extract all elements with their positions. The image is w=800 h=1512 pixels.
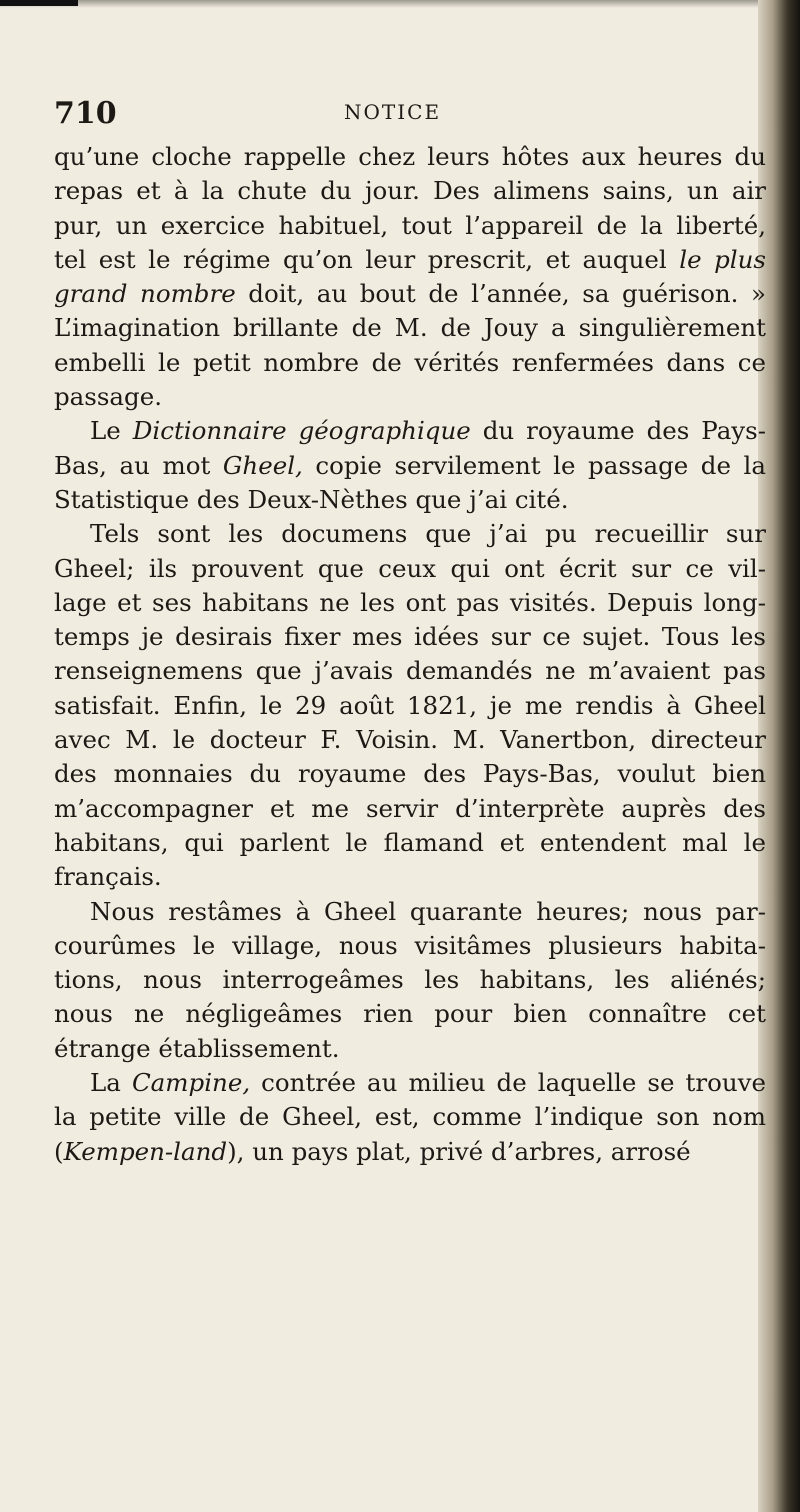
paragraph bbox=[54, 895, 766, 1066]
text-line bbox=[54, 792, 766, 826]
page-top-shadow bbox=[0, 0, 800, 8]
text-line bbox=[54, 277, 766, 311]
text-line bbox=[54, 723, 766, 757]
paragraph bbox=[54, 414, 766, 517]
text-run: tel est le régime qu’on leur prescrit, et auquel bbox=[54, 244, 680, 274]
text-line bbox=[54, 380, 766, 414]
text-run: habitans, qui parlent le flamand et entendent mal le bbox=[54, 827, 766, 857]
italic-text: Kempen-land bbox=[63, 1136, 228, 1166]
text-run: avec M. le docteur F. Voisin. M. Vanertbon, directeur bbox=[54, 725, 766, 755]
italic-text: le plus bbox=[679, 244, 766, 274]
text-run: qu’une cloche rappelle chez leurs hôtes aux heures du bbox=[54, 142, 766, 171]
text-run: L’imagination brillante de M. de Jouy a singulièrement bbox=[54, 313, 766, 343]
paragraph bbox=[54, 1066, 766, 1169]
text-run: doit, au bout de l’année, sa guérison. » bbox=[235, 279, 766, 309]
text-run: repas et à la chute du jour. Des alimens sains, un air bbox=[54, 176, 766, 206]
text-run: Bas, au mot bbox=[54, 450, 223, 480]
text-run: La bbox=[90, 1068, 132, 1098]
text-run: des monnaies du royaume des Pays-Bas, voulut bien bbox=[54, 759, 766, 789]
scan-edge-mark bbox=[0, 0, 78, 6]
text-run: tions, nous interrogeâmes les habitans, les aliénés; bbox=[54, 965, 766, 995]
text-line bbox=[54, 826, 766, 860]
text-run: copie servilement le passage de la bbox=[302, 450, 766, 480]
italic-text: Campine, bbox=[131, 1068, 251, 1098]
text-line bbox=[54, 757, 766, 791]
text-run: la petite ville de Gheel, est, comme l’indique son nom bbox=[54, 1102, 766, 1132]
text-run: du royaume des Pays- bbox=[470, 416, 766, 446]
text-run: satisfait. Enfin, le 29 août 1821, je me rendis à Gheel bbox=[54, 690, 766, 720]
text-line bbox=[54, 243, 766, 277]
text-run: contrée au milieu de laquelle se trouve bbox=[250, 1068, 766, 1098]
text-run: Le bbox=[90, 416, 133, 446]
paragraph bbox=[54, 517, 766, 894]
text-line bbox=[54, 552, 766, 586]
text-line bbox=[54, 1100, 766, 1134]
text-line bbox=[54, 346, 766, 380]
text-line bbox=[54, 689, 766, 723]
text-line bbox=[54, 997, 766, 1031]
text-run: passage. bbox=[54, 382, 163, 412]
italic-text: Gheel, bbox=[222, 450, 303, 480]
text-line bbox=[54, 929, 766, 963]
text-line bbox=[54, 963, 766, 997]
text-line bbox=[54, 1032, 766, 1066]
text-line bbox=[54, 209, 766, 243]
text-run: Tels sont les documens que j’ai pu recueillir sur bbox=[90, 519, 766, 549]
text-run: m’accompagner et me servir d’interprète auprès des bbox=[54, 793, 766, 823]
book-page bbox=[54, 96, 766, 1169]
text-run: renseignemens que j’avais demandés ne m’avaient pas bbox=[54, 656, 766, 686]
text-run: temps je desirais fixer mes idées sur ce sujet. Tous les bbox=[54, 622, 766, 652]
text-run: étrange établissement. bbox=[54, 1033, 340, 1063]
text-line bbox=[54, 586, 766, 620]
running-header bbox=[54, 96, 766, 130]
text-run: français. bbox=[54, 862, 162, 892]
text-run: Gheel; ils prouvent que ceux qui ont écrit sur ce vil- bbox=[54, 553, 766, 583]
text-line bbox=[54, 1066, 766, 1100]
text-line bbox=[54, 174, 766, 208]
paragraph bbox=[54, 140, 766, 414]
text-run: courûmes le village, nous visitâmes plusieurs habita- bbox=[54, 930, 766, 960]
text-line bbox=[54, 620, 766, 654]
text-line bbox=[54, 311, 766, 345]
text-run: embelli le petit nombre de vérités renfermées dans ce bbox=[54, 347, 766, 377]
text-run: ), un pays plat, privé d’arbres, arrosé bbox=[227, 1136, 691, 1166]
text-run: nous ne négligeâmes rien pour bien connaître cet bbox=[54, 999, 766, 1029]
text-line bbox=[54, 860, 766, 894]
text-line bbox=[54, 517, 766, 551]
page-number: 710 bbox=[54, 96, 117, 131]
text-run: Statistique des Deux-Nèthes que j’ai cité. bbox=[54, 484, 569, 514]
text-line bbox=[54, 449, 766, 483]
italic-text: grand nombre bbox=[54, 279, 236, 309]
text-line bbox=[54, 140, 766, 174]
text-run: ( bbox=[54, 1136, 64, 1166]
running-title: NOTICE bbox=[344, 100, 442, 124]
italic-text: Dictionnaire géographique bbox=[132, 416, 471, 446]
body-text bbox=[54, 140, 766, 1169]
text-line bbox=[54, 1135, 766, 1169]
text-line bbox=[54, 654, 766, 688]
text-line bbox=[54, 414, 766, 448]
text-run: lage et ses habitans ne les ont pas visités. Depuis long- bbox=[54, 587, 766, 617]
text-run: Nous restâmes à Gheel quarante heures; nous par- bbox=[90, 896, 766, 926]
text-line bbox=[54, 483, 766, 517]
text-run: pur, un exercice habituel, tout l’appareil de la liberté, bbox=[54, 210, 766, 240]
text-line bbox=[54, 895, 766, 929]
